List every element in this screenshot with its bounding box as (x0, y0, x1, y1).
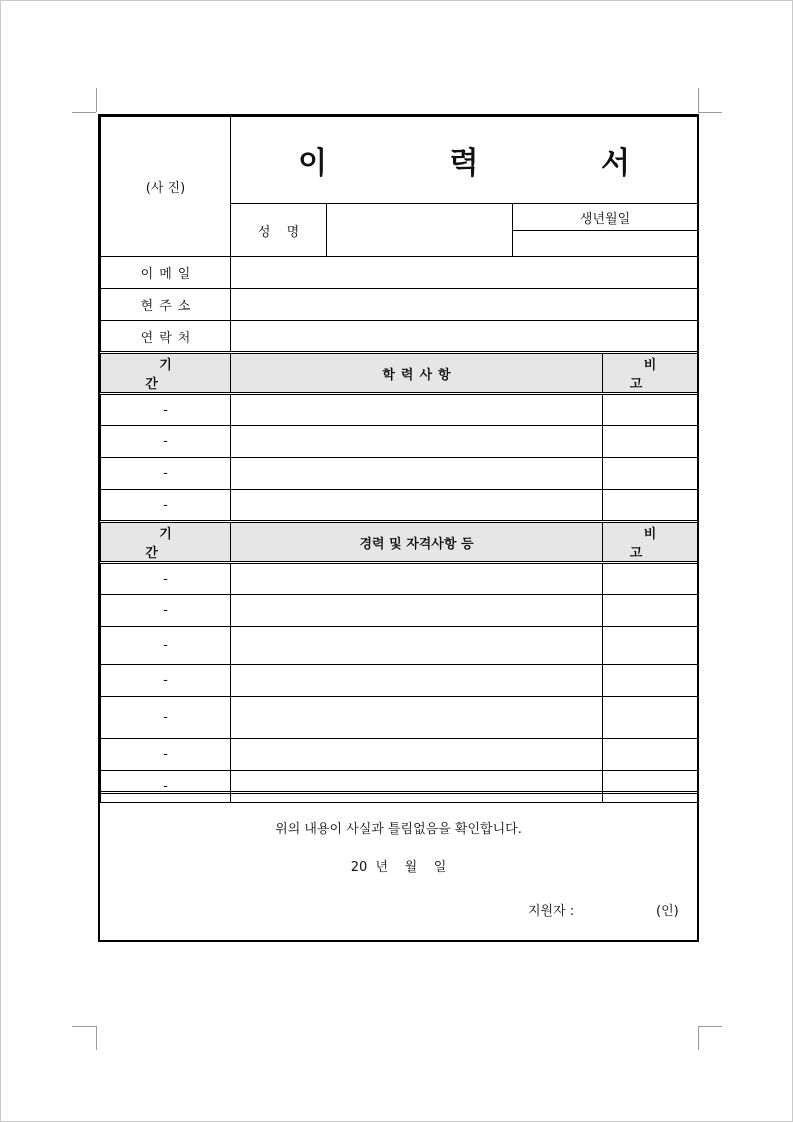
career-note-header: 비 고 (603, 522, 698, 563)
career-detail-cell[interactable] (231, 697, 603, 739)
photo-label: (사 진) (145, 181, 186, 196)
career-title-header: 경력 및 자격사항 등 (231, 522, 603, 563)
phone-field[interactable] (231, 321, 698, 353)
applicant-name-field[interactable] (600, 898, 660, 918)
career-period-header: 기 간 (101, 522, 231, 563)
career-period-cell[interactable]: - (101, 739, 231, 771)
crop-mark-top-left-v (96, 88, 97, 112)
career-note-cell[interactable] (603, 739, 698, 771)
career-detail-cell[interactable] (231, 563, 603, 595)
crop-mark-top-left-h (72, 112, 96, 113)
career-detail-cell[interactable] (231, 739, 603, 771)
confirmation-section (100, 791, 697, 943)
career-period-cell[interactable]: - (101, 697, 231, 739)
name-label: 성 명 (231, 204, 327, 257)
career-note-cell[interactable] (603, 697, 698, 739)
education-period-header: 기 간 (101, 353, 231, 394)
career-note-cell[interactable] (603, 563, 698, 595)
education-note-cell[interactable] (603, 458, 698, 490)
education-period-cell[interactable]: - (101, 394, 231, 426)
resume-table (100, 116, 698, 803)
career-period-cell[interactable]: - (101, 665, 231, 697)
education-detail-cell[interactable] (231, 490, 603, 522)
career-note-cell[interactable] (603, 595, 698, 627)
crop-mark-top-right-h (698, 112, 722, 113)
email-field[interactable] (231, 257, 698, 289)
birth-label: 생년월일 (513, 204, 698, 231)
education-note-cell[interactable] (603, 394, 698, 426)
education-title-header: 학력사항 (231, 353, 603, 394)
crop-mark-bottom-left-h (72, 1026, 96, 1027)
crop-mark-top-right-v (698, 88, 699, 112)
education-note-header: 비 고 (603, 353, 698, 394)
education-detail-cell[interactable] (231, 394, 603, 426)
education-note-cell[interactable] (603, 490, 698, 522)
career-note-cell[interactable] (603, 627, 698, 665)
education-note-cell[interactable] (603, 426, 698, 458)
confirmation-statement: 위의 내용이 사실과 틀림없음을 확인합니다. (275, 822, 522, 837)
resume-form (98, 114, 699, 942)
applicant-label: 지원자 : (528, 904, 575, 919)
education-period-cell[interactable]: - (101, 426, 231, 458)
career-period-cell[interactable]: - (101, 771, 231, 803)
career-period-cell[interactable]: - (101, 563, 231, 595)
career-period-cell[interactable]: - (101, 595, 231, 627)
education-period-cell[interactable]: - (101, 458, 231, 490)
crop-mark-bottom-left-v (96, 1026, 97, 1050)
photo-box[interactable] (101, 117, 231, 257)
education-detail-cell[interactable] (231, 458, 603, 490)
phone-label: 연락처 (101, 321, 231, 353)
education-detail-cell[interactable] (231, 426, 603, 458)
career-period-cell[interactable]: - (101, 627, 231, 665)
confirmation-date: 20 년 월 일 (350, 860, 447, 875)
career-detail-cell[interactable] (231, 665, 603, 697)
address-label: 현주소 (101, 289, 231, 321)
email-label: 이메일 (101, 257, 231, 289)
seal-label: (인) (656, 904, 679, 919)
name-field[interactable] (327, 204, 513, 257)
career-detail-cell[interactable] (231, 595, 603, 627)
career-detail-cell[interactable] (231, 627, 603, 665)
education-period-cell[interactable]: - (101, 490, 231, 522)
address-field[interactable] (231, 289, 698, 321)
crop-mark-bottom-right-h (698, 1026, 722, 1027)
page-title: 이 력 서 (231, 117, 698, 204)
crop-mark-bottom-right-v (698, 1026, 699, 1050)
birth-field[interactable] (513, 231, 698, 257)
career-note-cell[interactable] (603, 665, 698, 697)
